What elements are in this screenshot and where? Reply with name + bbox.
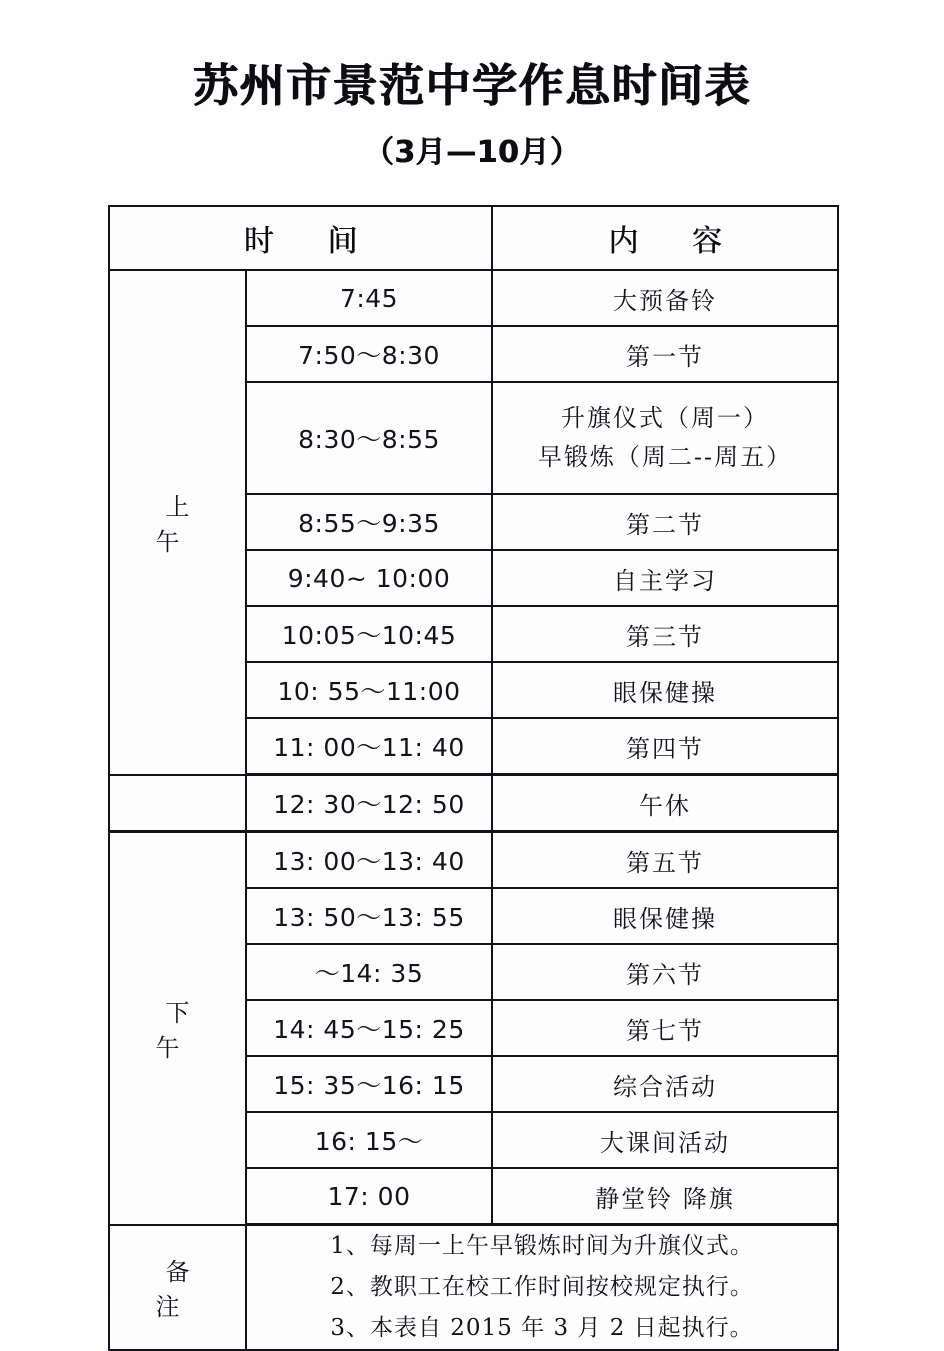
time-cell: 17: 00	[246, 1168, 492, 1225]
content-cell: 综合活动	[492, 1056, 838, 1112]
content-line-2: 早锻炼（周二--周五）	[537, 443, 793, 471]
column-header-time: 时 间	[109, 206, 492, 270]
time-cell: 7:50～8:30	[246, 326, 492, 382]
time-cell: 13: 50～13: 55	[246, 888, 492, 944]
band-label-noon	[109, 775, 246, 832]
content-cell: 大预备铃	[492, 270, 838, 326]
time-cell: 12: 30～12: 50	[246, 775, 492, 832]
time-cell: 9:40~ 10:00	[246, 550, 492, 606]
time-cell: 10:05～10:45	[246, 606, 492, 662]
content-cell: 自主学习	[492, 550, 838, 606]
content-cell: 第七节	[492, 1000, 838, 1056]
content-cell: 大课间活动	[492, 1112, 838, 1168]
notes-label: 备 注	[109, 1225, 246, 1350]
time-cell: 14: 45～15: 25	[246, 1000, 492, 1056]
note-item: 1、每周一上午早锻炼时间为升旗仪式。	[330, 1233, 754, 1259]
time-cell: 10: 55～11:00	[246, 662, 492, 718]
content-cell	[492, 382, 838, 494]
page-title: 苏州市景范中学作息时间表	[192, 59, 751, 112]
content-line-1: 升旗仪式（周一）	[561, 404, 770, 433]
time-cell: 8:30～8:55	[246, 382, 492, 494]
schedule-table-body	[109, 270, 838, 1350]
time-cell: 16: 15～	[246, 1112, 492, 1168]
table-header-row	[109, 206, 838, 270]
column-header-content: 内 容	[492, 206, 838, 270]
schedule-table	[108, 205, 839, 1351]
time-cell: 13: 00～13: 40	[246, 832, 492, 889]
time-cell: ～14: 35	[246, 944, 492, 1000]
content-cell: 第四节	[492, 718, 838, 775]
title-block	[0, 0, 944, 171]
content-cell: 第六节	[492, 944, 838, 1000]
note-item: 2、教职工在校工作时间按校规定执行。	[330, 1273, 754, 1300]
timetable-container	[108, 205, 837, 1351]
content-cell: 第一节	[492, 326, 838, 382]
time-cell: 15: 35～16: 15	[246, 1056, 492, 1112]
note-item: 3、本表自 2015 年 3 月 2 日起执行。	[330, 1314, 754, 1341]
content-cell: 第五节	[492, 832, 838, 889]
content-cell: 第三节	[492, 606, 838, 662]
page-subtitle: （3月—10月）	[363, 134, 581, 170]
content-cell: 眼保健操	[492, 888, 838, 944]
content-cell: 静堂铃 降旗	[492, 1168, 838, 1225]
band-label-afternoon: 下 午	[109, 832, 246, 1225]
time-cell: 8:55～9:35	[246, 494, 492, 550]
notes-body	[246, 1225, 838, 1350]
content-cell: 第二节	[492, 494, 838, 550]
band-label-morning: 上 午	[109, 270, 246, 775]
content-cell: 眼保健操	[492, 662, 838, 718]
time-cell: 11: 00～11: 40	[246, 718, 492, 775]
content-cell: 午休	[492, 775, 838, 832]
time-cell: 7:45	[246, 270, 492, 326]
table-row	[109, 775, 838, 832]
table-row	[109, 270, 838, 326]
notes-row	[109, 1225, 838, 1350]
table-row	[109, 832, 838, 889]
